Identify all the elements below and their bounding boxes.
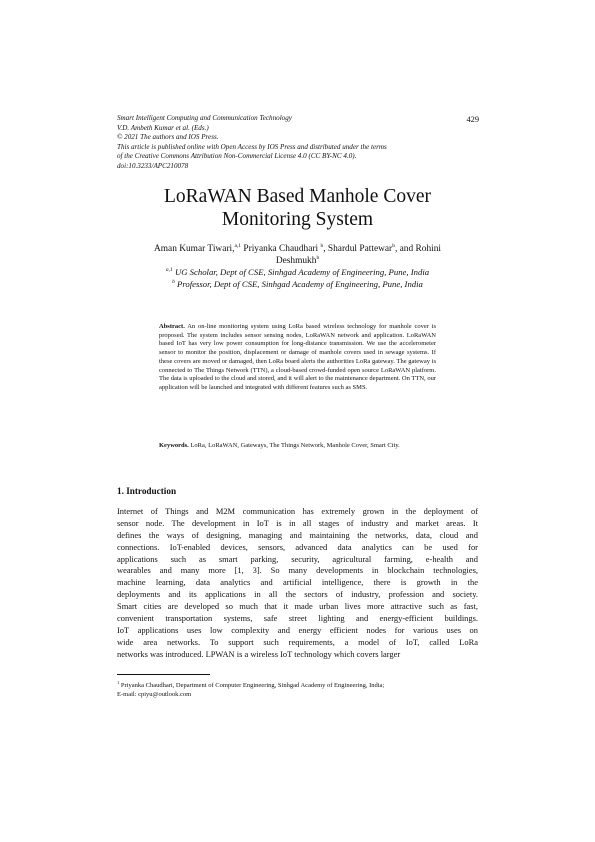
body-line: applications such as smart parking, security, agricultural farming, e-health and	[117, 553, 478, 564]
body-line: machine learning, data analytics and artificial intelligence, there is growth in the	[117, 577, 478, 588]
affiliation-b	[117, 279, 478, 290]
author-line-2	[117, 255, 478, 267]
title-line-1: LoRaWAN Based Manhole Cover	[164, 186, 431, 207]
header-line: doi:10.3233/APC210078	[117, 161, 189, 170]
keywords-label: Keywords.	[159, 442, 189, 449]
body-line: convenient transportation systems, safe street lighting and energy-efficient buildings.	[117, 613, 478, 624]
author-sup: b	[392, 242, 395, 249]
author-name: , and Rohini	[394, 244, 442, 254]
header-line: V.D. Ambeth Kumar et al. (Eds.)	[117, 123, 209, 132]
author-line-1	[117, 243, 478, 255]
body-line: networks was introduced. LPWAN is a wireless IoT technology which covers larger	[117, 648, 401, 659]
affiliation-text: Professor, Dept of CSE, Sinhgad Academy of Engineering, Pune, India	[174, 279, 423, 289]
section-heading: 1. Introduction	[117, 486, 177, 496]
body-line: Internet of Things and M2M communication has extremely grown in the deployment of	[117, 506, 478, 516]
body-line: defines the ways of designing, managing and maintaining the networks, data, cloud and	[117, 529, 478, 540]
author-name: Aman Kumar Tiwari,	[153, 244, 235, 254]
footnote	[117, 679, 478, 699]
body-line: deployments and its applications in all the sectors of industry, profession and society.	[117, 589, 478, 600]
header-line: of the Creative Commons Attribution Non-Commercial License 4.0 (CC BY-NC 4.0).	[117, 152, 357, 161]
keywords	[159, 442, 436, 451]
page-number: 429	[466, 115, 479, 124]
header-line: © 2021 The authors and IOS Press.	[117, 133, 219, 142]
footnote-line-2: E-mail: cpiyu@outlook.com	[117, 690, 192, 698]
body-line: wide area networks. To support such requirements, a model of IoT, called LoRa	[117, 636, 478, 647]
author-name: Deshmukh	[275, 256, 317, 266]
title-line-2: Monitoring System	[221, 208, 374, 230]
abstract-text: An on-line monitoring system using LoRa based wireless technology for manhole cover is proposed. The system includes sensor sensing nodes, LoRaWAN network and application. LoRaWAN based IoT has very low power consumption for long-distance transmission. We use the accelerometer sensor to monitor the position, displacement or damage of manhole covers used in sewage systems. If these covers are moved or damaged, then LoRa board alerts the authorities LoRa gateway. The gateway is connected to The Things Network (TTN), a cloud-based crowd-funded open source LoRaWAN platform. The data is uploaded to the cloud and stored, and it will alert to the maintenance department. On TTN, our application will be launched and integrated with different features such as SMS.	[159, 323, 436, 391]
author-list	[117, 243, 478, 267]
footnote-text: Priyanka Chaudhari, Department of Computer Engineering, Sinhgad Academy of Engineering, India;	[119, 682, 385, 689]
affiliation-sup: b	[172, 279, 175, 286]
body-line: IoT applications uses low complexity and energy efficient nodes for various uses on	[117, 624, 478, 635]
header-line: Smart Intelligent Computing and Communication Technology	[117, 114, 292, 122]
body-line: wearables and many more [1, 3]. So many developments in blockchain technologies,	[117, 565, 478, 576]
body-line: connections. IoT-enabled devices, sensors, advanced data analytics can be used for	[117, 541, 478, 552]
footnote-rule	[117, 674, 210, 675]
author-sup: b	[320, 242, 324, 249]
keywords-text: LoRa, LoRaWAN, Gateways, The Things Network, Manhole Cover, Smart City.	[188, 442, 400, 449]
paper-title	[117, 186, 478, 231]
affiliation-a	[117, 267, 478, 278]
author-name: , Shardul Pattewar	[323, 244, 393, 254]
section-body	[117, 506, 478, 661]
running-header	[117, 114, 477, 172]
body-line: Smart cities are developed so much that it made urban lives more attractive such as fast,	[117, 601, 478, 612]
abstract	[159, 323, 436, 393]
header-line: This article is published online with Open Access by IOS Press and distributed under the terms	[117, 142, 387, 151]
footnote-sup: 1	[117, 679, 120, 685]
body-line: sensor node. The development in IoT is in all stages of industry and market areas. It	[117, 517, 478, 528]
abstract-label: Abstract.	[159, 323, 185, 330]
author-sup: a,1	[234, 242, 242, 249]
footnote-line-1	[117, 679, 478, 691]
author-sup: b	[316, 254, 320, 261]
affiliation-text: UG Scholar, Dept of CSE, Sinhgad Academy of Engineering, Pune, India	[172, 267, 430, 277]
affiliation-sup: a,1	[165, 267, 173, 274]
author-name: Priyanka Chaudhari	[241, 244, 321, 254]
